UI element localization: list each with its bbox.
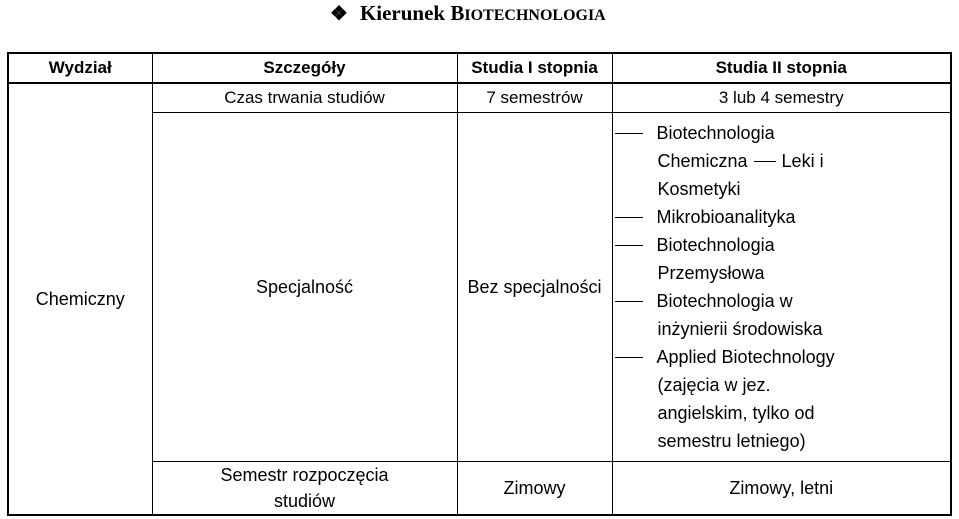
list-item-continuation: (zajęcia w jez. [657,375,771,395]
duration-label: Czas trwania studiów [152,83,457,113]
list-item-continuation: Kosmetyki [657,179,741,199]
specialization-list [612,113,951,462]
faculty-cell: Chemiczny [8,83,152,515]
dash-bullet-icon [615,217,643,218]
list-item-continuation: Przemysłowa [657,263,765,283]
semester-second: Zimowy, letni [612,462,951,516]
list-item: Mikrobioanalityka [615,203,951,231]
list-item-continuation: semestru letniego) [657,431,806,451]
heading-prefix: Kierunek [359,1,446,25]
duration-second: 3 lub 4 semestry [612,83,951,113]
table-row-duration [8,83,951,113]
list-item: Biotechnologia [615,231,951,259]
specialization-first: Bez specjalności [457,113,612,462]
header-second-degree: Studia II stopnia [612,53,951,83]
dash-bullet-icon [615,245,643,246]
header-details: Szczegóły [152,53,457,83]
header-first-degree: Studia I stopnia [457,53,612,83]
dash-bullet-icon [615,133,643,134]
page-heading [330,0,606,26]
heading-major-rest: IOTECHNOLOGIA [464,7,606,24]
heading-major-initial: B [450,1,465,25]
program-table [7,52,952,516]
diamond-bullet-icon: ❖ [330,3,348,25]
specialization-label: Specjalność [152,113,457,462]
dash-bullet-icon [754,161,776,162]
dash-bullet-icon [615,301,643,302]
semester-first: Zimowy [457,462,612,516]
duration-first: 7 semestrów [457,83,612,113]
list-item: Biotechnologia w [615,287,951,315]
list-item: Applied Biotechnology [615,343,951,371]
list-item: Biotechnologia [615,119,951,147]
list-item-continuation: inżynierii środowiska [657,319,823,339]
list-item-continuation: angielskim, tylko od [657,403,815,423]
semester-label: Semestr rozpoczęcia studiów [152,462,457,516]
dash-bullet-icon [615,357,643,358]
header-faculty: Wydział [8,53,152,83]
list-item-continuation: Chemiczna Leki i [657,151,824,171]
table-header-row [8,53,951,83]
